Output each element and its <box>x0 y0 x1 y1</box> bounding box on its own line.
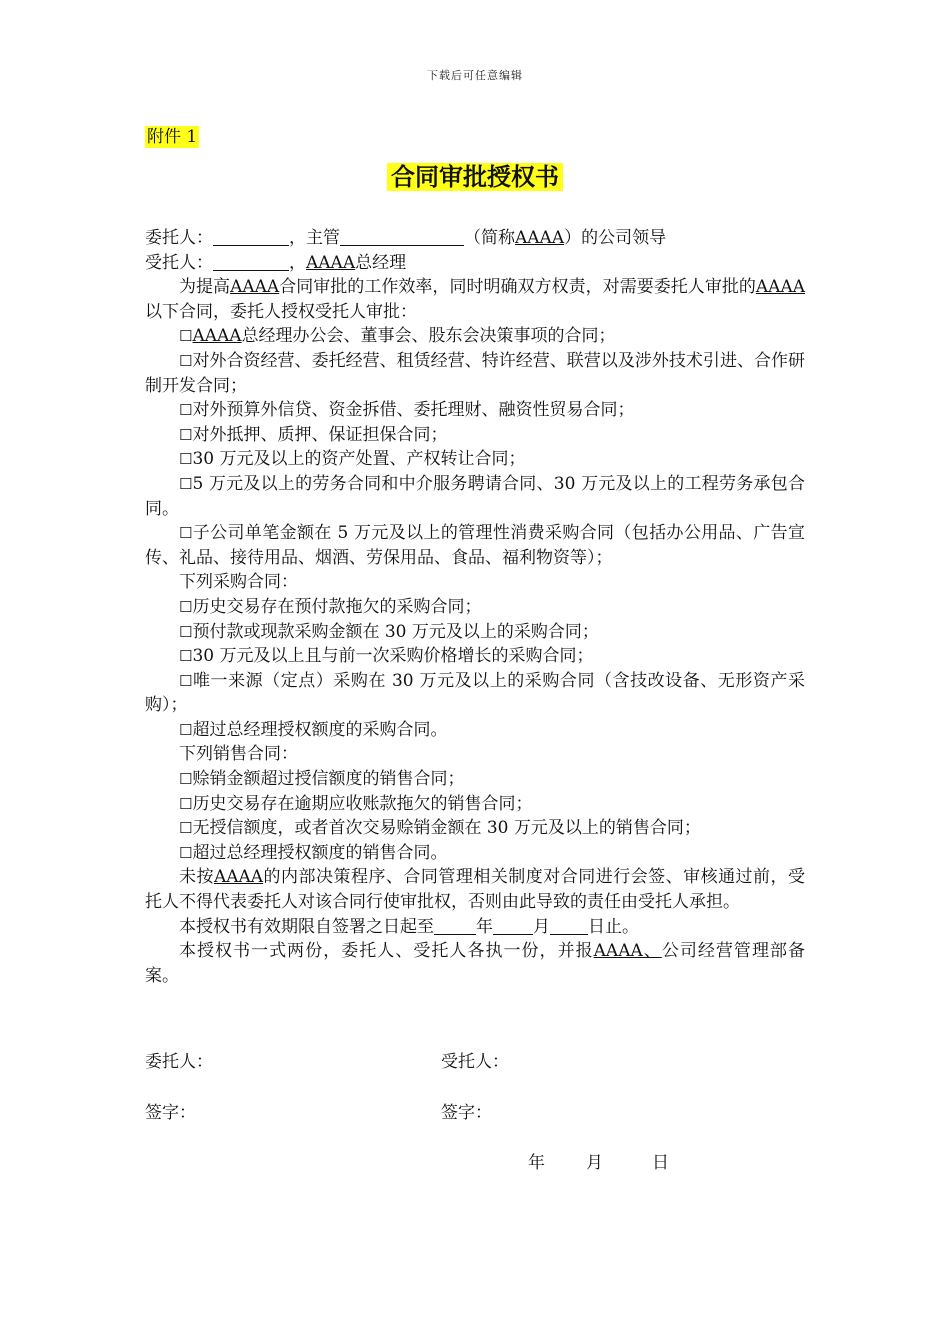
validity-c: 日止。 <box>588 916 639 937</box>
purchase-item-4 <box>145 669 805 718</box>
validity-a: 本授权书有效期限自签署之日起至 <box>179 916 434 937</box>
sales-heading: 下列销售合同： <box>179 744 298 765</box>
item-text: 预付款或现款采购金额在 30 万元及以上的采购合同； <box>192 621 599 642</box>
responsibility-clause <box>145 865 805 914</box>
clause-b: 的内部决策程序、合同管理相关制度对合同进行会签、审核通过前，受托人不得代表委托人对该合同行使审批权，否则由此导致的责任由受托人承担。 <box>145 867 806 913</box>
item-text: 赊销金额超过授信额度的销售合同； <box>192 769 465 790</box>
agent-comma: ， <box>289 252 306 273</box>
intro-a: 为提高 <box>179 277 231 298</box>
purchase-item-2 <box>145 620 805 645</box>
checkbox-icon[interactable]: ☐ <box>179 720 193 739</box>
validity-year: 年 <box>476 916 493 937</box>
intro-c: 以下合同，委托人授权受托人审批： <box>145 301 417 322</box>
intro-abbr2: AAAA <box>755 277 806 298</box>
agent-label: 受托人： <box>145 252 213 273</box>
copies-a: 本授权书一式两份，委托人、受托人各执一份，并报 <box>179 941 594 962</box>
authority-item-2 <box>145 349 805 398</box>
principal-abbr-close: ）的公司领导 <box>564 228 667 248</box>
item-text: 唯一来源（定点）采购在 30 万元及以上的采购合同（含技改设备、无形资产采购）； <box>145 670 805 716</box>
validity-day-blank <box>550 916 588 935</box>
checkbox-icon[interactable]: ☐ <box>179 474 193 493</box>
item-text: 30 万元及以上的资产处置、产权转让合同； <box>192 449 526 470</box>
item1-abbr: AAAA <box>192 326 242 347</box>
authority-item-4 <box>145 423 805 448</box>
date-month: 月 <box>586 1153 603 1173</box>
sales-item-1 <box>145 767 805 792</box>
authority-item-1 <box>145 324 805 349</box>
copies-b: 公司经营管理部备案。 <box>145 941 806 986</box>
principal-line <box>145 226 805 251</box>
copies-clause <box>145 939 805 988</box>
checkbox-icon[interactable]: ☐ <box>179 425 193 444</box>
authority-item-6 <box>145 472 805 521</box>
item-text: 对外预算外信贷、资金拆借、委托理财、融资性贸易合同； <box>192 400 635 421</box>
item-text: 对外抵押、质押、保证担保合同； <box>192 424 448 445</box>
item-text: 子公司单笔金额在 5 万元及以上的管理性消费采购合同（包括办公用品、广告宣传、礼品、接待用品、烟酒、劳保用品、食品、福利物资等）； <box>145 523 805 568</box>
checkbox-icon[interactable]: ☐ <box>179 622 193 641</box>
intro-abbr: AAAA <box>230 277 280 298</box>
checkbox-icon[interactable]: ☐ <box>179 770 193 789</box>
item-text: 超过总经理授权额度的采购合同。 <box>192 719 448 740</box>
sales-item-3 <box>145 816 805 841</box>
date-year: 年 <box>528 1153 545 1173</box>
principal-abbr-open: （简称 <box>464 228 515 248</box>
item1-text: 总经理办公会、董事会、股东会决策事项的合同； <box>241 326 616 347</box>
checkbox-icon[interactable]: ☐ <box>179 843 193 862</box>
intro-b: 合同审批的工作效率，同时明确双方权责，对需要委托人审批的 <box>279 277 756 298</box>
agent-abbr: AAAA <box>306 252 356 273</box>
checkbox-icon[interactable]: ☐ <box>179 647 193 666</box>
agent-line <box>145 251 805 276</box>
item-text: 历史交易存在逾期应收账款拖欠的销售合同； <box>192 793 533 814</box>
item-text: 30 万元及以上且与前一次采购价格增长的采购合同； <box>192 646 594 667</box>
principal-abbr: AAAA <box>515 228 565 248</box>
signature-agent-label: 受托人： <box>441 1052 509 1072</box>
validity-month: 月 <box>533 916 550 937</box>
principal-name-blank <box>213 227 289 246</box>
authority-item-7 <box>145 521 805 570</box>
purchase-item-3 <box>145 644 805 669</box>
date-day: 日 <box>652 1153 669 1173</box>
sales-item-2 <box>145 792 805 817</box>
purchase-item-5 <box>145 718 805 743</box>
signature-right-sign: 签字： <box>441 1103 492 1123</box>
validity-year-blank <box>434 916 476 935</box>
purchase-item-1 <box>145 595 805 620</box>
signature-principal-label: 委托人： <box>145 1052 213 1072</box>
document-title-wrap <box>0 160 950 194</box>
authority-item-5 <box>145 447 805 472</box>
principal-dept-blank <box>340 227 464 246</box>
signature-left-sign: 签字： <box>145 1103 196 1123</box>
item-text: 5 万元及以上的劳务合同和中介服务聘请合同、30 万元及以上的工程劳务承包合同。 <box>145 473 805 519</box>
annex-label: 附件 1 <box>147 127 198 147</box>
item-text: 历史交易存在预付款拖欠的采购合同； <box>192 596 482 617</box>
validity-clause <box>145 915 805 940</box>
agent-role: 总经理 <box>355 252 407 273</box>
item-text: 无授信额度，或者首次交易赊销金额在 30 万元及以上的销售合同； <box>192 818 701 839</box>
validity-month-blank <box>493 916 533 935</box>
document-body <box>145 226 805 988</box>
checkbox-icon[interactable]: ☐ <box>179 524 193 543</box>
checkbox-icon[interactable]: ☐ <box>179 401 193 420</box>
checkbox-icon[interactable]: ☐ <box>179 819 193 838</box>
authority-item-3 <box>145 398 805 423</box>
page-header: 下载后可任意编辑 <box>427 69 523 82</box>
principal-label: 委托人： <box>145 228 213 248</box>
agent-name-blank <box>213 252 289 271</box>
item-text: 超过总经理授权额度的销售合同。 <box>192 842 448 863</box>
intro-paragraph <box>145 275 805 324</box>
principal-mid: ，主管 <box>289 228 340 248</box>
clause-abbr: AAAA <box>213 867 264 888</box>
checkbox-icon[interactable]: ☐ <box>179 327 193 346</box>
checkbox-icon[interactable]: ☐ <box>179 671 193 690</box>
checkbox-icon[interactable]: ☐ <box>179 450 193 469</box>
copies-abbr: AAAA、 <box>593 941 662 962</box>
clause-a: 未按 <box>179 867 214 888</box>
document-title: 合同审批授权书 <box>387 163 563 191</box>
purchase-heading: 下列采购合同： <box>179 572 298 593</box>
checkbox-icon[interactable]: ☐ <box>179 351 193 370</box>
checkbox-icon[interactable]: ☐ <box>179 794 193 813</box>
checkbox-icon[interactable]: ☐ <box>179 597 193 616</box>
item-text: 对外合资经营、委托经营、租赁经营、特许经营、联营以及涉外技术引进、合作研制开发合同； <box>145 350 805 396</box>
sales-item-4 <box>145 841 805 866</box>
